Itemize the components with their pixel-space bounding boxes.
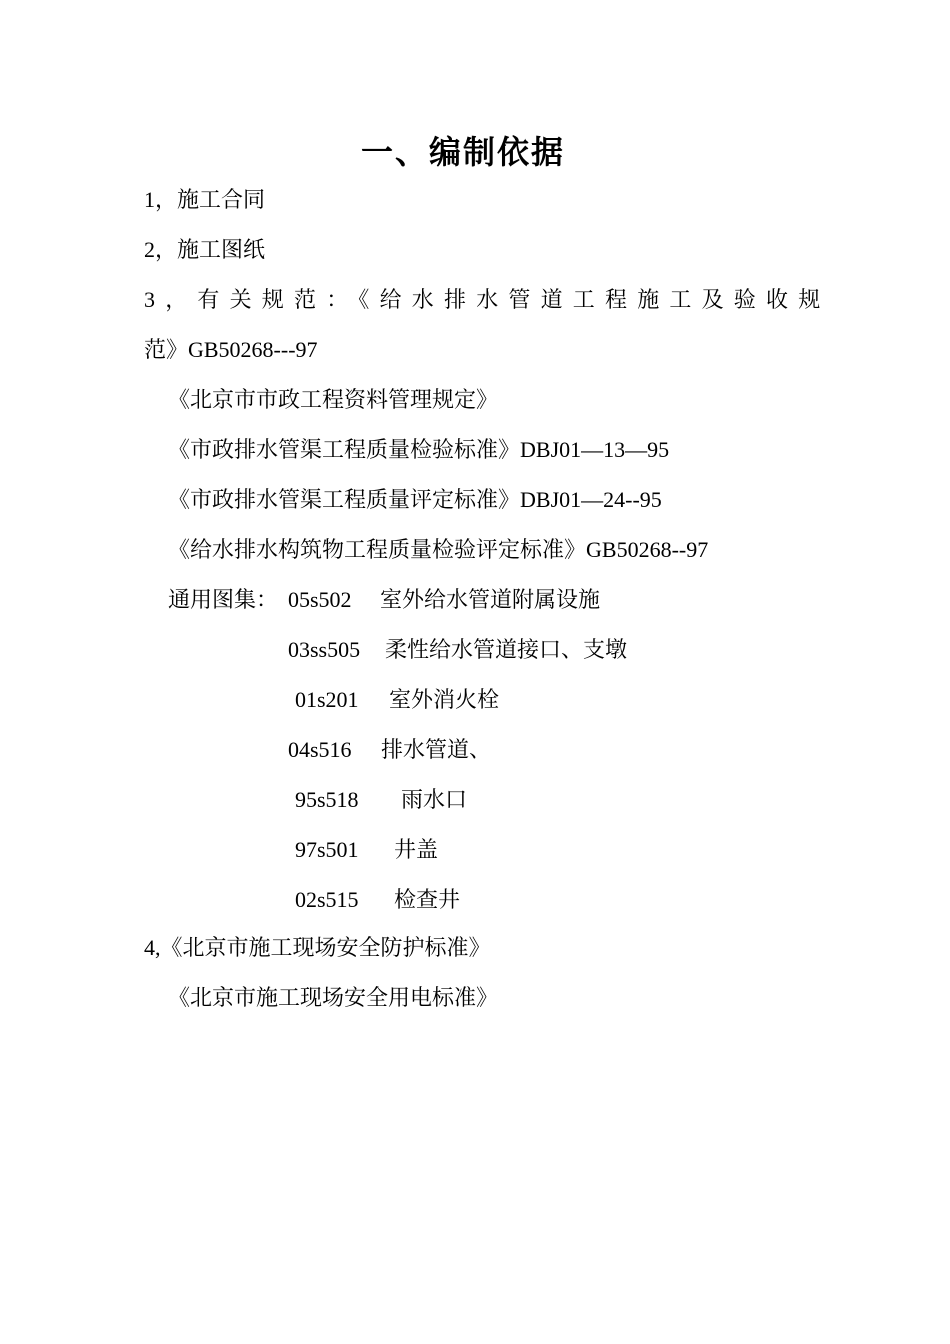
regulation-2: 《市政排水管渠工程质量检验标准》DBJ01—13—95 (168, 437, 670, 462)
item-3-line-1: 3，有关规范：《给水排水管道工程施工及验收规 (144, 287, 831, 312)
atlas-title: 排水管道、 (381, 737, 492, 762)
regulation-1: 《北京市市政工程资料管理规定》 (168, 387, 499, 412)
atlas-row (295, 835, 438, 865)
atlas-code: 04s516 (288, 737, 352, 762)
atlas-title: 雨水口 (401, 787, 468, 812)
regulation-4: 《给水排水构筑物工程质量检验评定标准》GB50268--97 (168, 537, 709, 562)
item-4: 4,《北京市施工现场安全防护标准》 (144, 935, 491, 960)
atlas-code: 03ss505 (288, 637, 361, 662)
atlas-row (288, 585, 600, 615)
item-3-line-2: 范》GB50268---97 (144, 337, 318, 362)
atlas-code: 97s501 (295, 837, 359, 862)
atlas-code: 02s515 (295, 887, 359, 912)
atlas-title: 检查井 (394, 887, 461, 912)
atlas-title: 柔性给水管道接口、支墩 (385, 637, 628, 662)
atlas-row (295, 685, 499, 715)
atlas-row (288, 635, 627, 665)
atlas-row (288, 735, 491, 765)
item-4-sub: 《北京市施工现场安全用电标准》 (168, 985, 499, 1010)
atlas-title: 井盖 (394, 837, 439, 862)
atlas-label: 通用图集： (168, 587, 279, 612)
item-2: 2，施工图纸 (144, 237, 266, 262)
item-1: 1，施工合同 (144, 187, 266, 212)
atlas-title: 室外给水管道附属设施 (380, 587, 601, 612)
section-title: 一、编制依据 (360, 133, 565, 171)
atlas-code: 05s502 (288, 587, 352, 612)
regulation-3: 《市政排水管渠工程质量评定标准》DBJ01—24--95 (168, 487, 662, 512)
atlas-code: 95s518 (295, 787, 359, 812)
atlas-code: 01s201 (295, 687, 359, 712)
atlas-row (295, 885, 460, 915)
atlas-row (295, 785, 467, 815)
atlas-title: 室外消火栓 (389, 687, 500, 712)
